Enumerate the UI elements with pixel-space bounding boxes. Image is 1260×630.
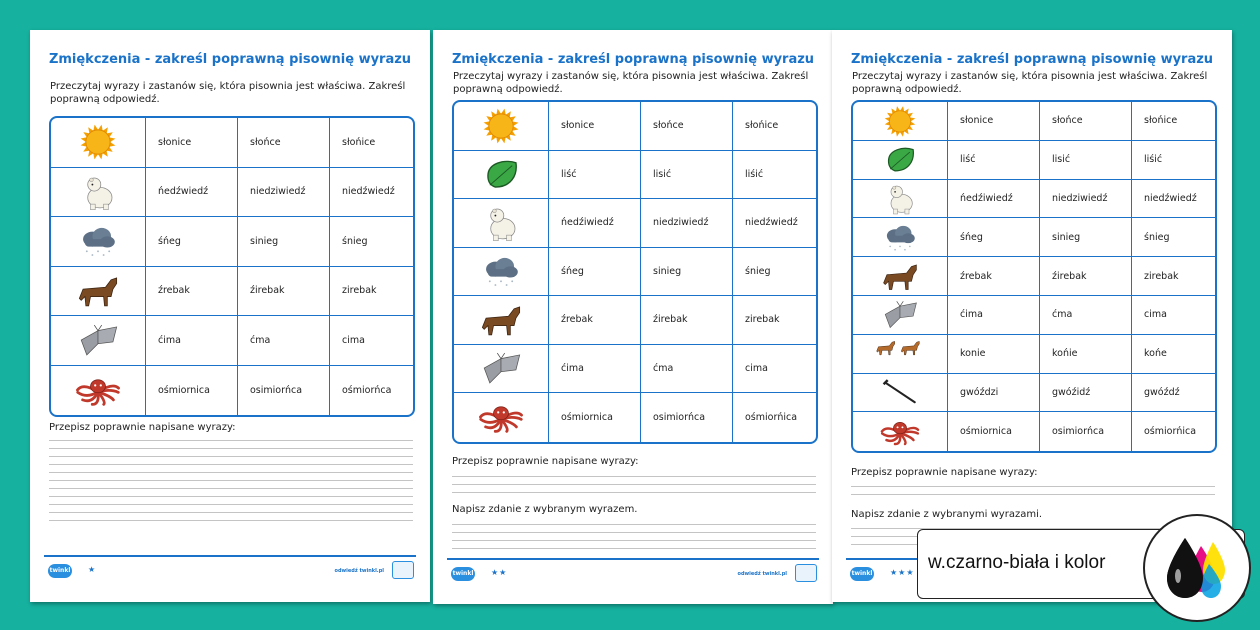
spelling-option[interactable]: gwóździ	[948, 374, 1040, 413]
difficulty-stars: ★	[88, 565, 97, 574]
spelling-option[interactable]: śńeg	[948, 218, 1040, 257]
writing-line[interactable]	[49, 512, 413, 513]
spelling-option[interactable]: słońce	[1040, 102, 1132, 141]
writing-line[interactable]	[49, 448, 413, 449]
horse-icon	[51, 267, 146, 317]
table-row	[853, 296, 1215, 335]
spelling-option[interactable]: śńeg	[549, 248, 641, 297]
difficulty-stars: ★★★	[890, 568, 915, 577]
spelling-option[interactable]: źrebak	[146, 267, 238, 317]
snow-cloud-icon	[51, 217, 146, 267]
moth-icon	[51, 316, 146, 366]
twinkl-logo: twinkl	[48, 564, 72, 578]
worksheet-title: Zmiękczenia - zakreśl poprawną pisownię wyrazu	[451, 52, 815, 67]
moth-icon	[853, 296, 948, 335]
spelling-option[interactable]: końe	[1132, 335, 1215, 374]
spelling-option[interactable]: lisić	[1040, 141, 1132, 180]
sun-icon	[454, 102, 549, 151]
spelling-option[interactable]: słońce	[641, 102, 733, 151]
polar-bear-icon	[454, 199, 549, 248]
spelling-option[interactable]: ośmiorńica	[1144, 426, 1197, 438]
writing-line[interactable]	[49, 472, 413, 473]
spelling-option[interactable]: ośmiornica	[146, 366, 238, 416]
polar-bear-icon	[51, 168, 146, 218]
site-link[interactable]: odwiedź twinkl.pl	[334, 568, 384, 574]
spelling-option[interactable]: śnieg	[733, 248, 816, 297]
spelling-option[interactable]: słonice	[146, 118, 238, 168]
spelling-option[interactable]: ćma	[641, 345, 733, 394]
spelling-option[interactable]: słońice	[1132, 102, 1215, 141]
spelling-option[interactable]: końie	[1040, 335, 1132, 374]
spelling-option[interactable]: osimiorńca	[238, 366, 330, 416]
table-row	[454, 296, 816, 345]
moth-icon	[454, 345, 549, 394]
table-row	[51, 168, 413, 218]
worksheet-title: Zmiękczenia - zakreśl poprawną pisownię wyrazu	[850, 52, 1214, 67]
writing-line[interactable]	[851, 494, 1215, 495]
spelling-option[interactable]: niedziwiedź	[641, 199, 733, 248]
writing-line[interactable]	[49, 496, 413, 497]
spelling-table	[452, 100, 818, 444]
spelling-option[interactable]: źirebak	[238, 267, 330, 317]
table-row	[51, 316, 413, 366]
writing-line[interactable]	[49, 488, 413, 489]
spelling-option[interactable]: słońce	[238, 118, 330, 168]
twinkl-logo: twinkl	[451, 567, 475, 581]
copy-words-prompt: Przepisz poprawnie napisane wyrazy:	[452, 456, 639, 467]
spelling-option[interactable]: źirebak	[641, 296, 733, 345]
footer-divider	[44, 555, 416, 557]
spelling-option[interactable]: liść	[549, 151, 641, 200]
ink-drops-icon	[1143, 514, 1251, 622]
spelling-option[interactable]: słonice	[948, 102, 1040, 141]
footer-divider	[447, 558, 819, 560]
writing-line[interactable]	[452, 532, 816, 533]
writing-line[interactable]	[49, 504, 413, 505]
spelling-option[interactable]: konie	[948, 335, 1040, 374]
spelling-option[interactable]: zirebak	[733, 296, 816, 345]
horse-icon	[853, 257, 948, 296]
spelling-option[interactable]: słońice	[330, 118, 413, 168]
spelling-option[interactable]: ńedźiwiedź	[948, 180, 1040, 219]
worksheet-instructions: Przeczytaj wyrazy i zastanów się, która pisownia jest właściwa. Zakreśl poprawną odpowiedź.	[50, 81, 406, 105]
table-row	[454, 199, 816, 248]
spelling-option[interactable]: niedziwiedź	[1040, 180, 1132, 219]
spelling-option[interactable]: gwóźdź	[1132, 374, 1215, 413]
spelling-option[interactable]: źirebak	[1040, 257, 1132, 296]
worksheet-instructions: Przeczytaj wyrazy i zastanów się, która pisownia jest właściwa. Zakreśl poprawną odpowiedź.	[453, 71, 809, 95]
table-row	[51, 118, 413, 168]
spelling-option[interactable]: słonice	[549, 102, 641, 151]
spelling-option[interactable]: cima	[733, 345, 816, 394]
spelling-option[interactable]: ośmiornica	[549, 393, 641, 442]
table-row	[853, 218, 1215, 257]
spelling-option[interactable]: cima	[330, 316, 413, 366]
spelling-option[interactable]: śnieg	[330, 217, 413, 267]
writing-line[interactable]	[452, 540, 816, 541]
table-row	[853, 374, 1215, 413]
spelling-option[interactable]: liśić	[733, 151, 816, 200]
spelling-option[interactable]: liśić	[1132, 141, 1215, 180]
spelling-option[interactable]: ćima	[146, 316, 238, 366]
copy-words-prompt: Przepisz poprawnie napisane wyrazy:	[49, 422, 236, 433]
spelling-option[interactable]: gwóźidź	[1040, 374, 1132, 413]
writing-line[interactable]	[49, 440, 413, 441]
sentence-prompt: Napisz zdanie z wybranym wyrazem.	[452, 504, 638, 515]
polar-bear-icon	[853, 180, 948, 219]
spelling-option[interactable]: źrebak	[549, 296, 641, 345]
table-row	[853, 141, 1215, 180]
octopus-icon	[51, 366, 146, 416]
spelling-option[interactable]: niedźwiedź	[1132, 180, 1215, 219]
spelling-option[interactable]: cima	[1132, 296, 1215, 335]
difficulty-stars: ★★	[491, 568, 508, 577]
sentence-prompt: Napisz zdanie z wybranymi wyrazami.	[851, 509, 1043, 520]
spelling-option[interactable]: ćima	[948, 296, 1040, 335]
writing-line[interactable]	[452, 548, 816, 549]
octopus-icon	[454, 393, 549, 442]
spelling-option[interactable]: niedźwiedź	[330, 168, 413, 218]
writing-line[interactable]	[49, 464, 413, 465]
spelling-option[interactable]: ośmiornica	[948, 412, 1040, 451]
spelling-option[interactable]: niedźwiedź	[733, 199, 816, 248]
table-row	[454, 102, 816, 151]
table-row	[454, 393, 816, 442]
writing-line[interactable]	[452, 524, 816, 525]
table-row	[51, 217, 413, 267]
spelling-option[interactable]: liść	[948, 141, 1040, 180]
spelling-option[interactable]: zirebak	[1132, 257, 1215, 296]
table-row	[853, 412, 1215, 451]
spelling-option[interactable]: osimiorńca	[1040, 412, 1132, 451]
worksheet-instructions: Przeczytaj wyrazy i zastanów się, która pisownia jest właściwa. Zakreśl poprawną odpowiedź.	[852, 71, 1208, 95]
spelling-option[interactable]: śnieg	[1132, 218, 1215, 257]
octopus-icon	[853, 412, 948, 451]
spelling-option[interactable]: niedziwiedź	[238, 168, 330, 218]
spelling-option[interactable]: ńedźiwiedź	[549, 199, 641, 248]
table-row	[853, 335, 1215, 374]
sun-icon	[51, 118, 146, 168]
spelling-option[interactable]: ćma	[1040, 296, 1132, 335]
table-row	[454, 248, 816, 297]
table-row	[51, 366, 413, 416]
table-row	[853, 257, 1215, 296]
writing-line[interactable]	[49, 480, 413, 481]
worksheet-2	[433, 30, 833, 604]
worksheet-title: Zmiękczenia - zakreśl poprawną pisownię wyrazu	[48, 52, 412, 67]
quality-badge-icon	[392, 561, 414, 579]
writing-line[interactable]	[452, 476, 816, 477]
snow-cloud-icon	[454, 248, 549, 297]
leaf-icon	[853, 141, 948, 180]
leaf-icon	[454, 151, 549, 200]
spelling-option[interactable]: sinieg	[1040, 218, 1132, 257]
snow-cloud-icon	[853, 218, 948, 257]
spelling-table	[851, 100, 1217, 453]
writing-line[interactable]	[452, 484, 816, 485]
spelling-option[interactable]: ośmiorńca	[342, 384, 392, 396]
spelling-table	[49, 116, 415, 417]
site-link[interactable]: odwiedź twinkl.pl	[737, 571, 787, 577]
spelling-option[interactable]: śńeg	[146, 217, 238, 267]
spelling-option[interactable]: ćima	[549, 345, 641, 394]
spelling-option[interactable]: sinieg	[238, 217, 330, 267]
table-row	[853, 102, 1215, 141]
sun-icon	[853, 102, 948, 141]
spelling-option[interactable]: ośmiorńica	[745, 411, 798, 423]
quality-badge-icon	[795, 564, 817, 582]
spelling-option[interactable]: sinieg	[641, 248, 733, 297]
print-options-label: w.czarno-biała i kolor	[928, 552, 1106, 573]
spelling-option[interactable]: zirebak	[330, 267, 413, 317]
spelling-option[interactable]: słońice	[733, 102, 816, 151]
table-row	[853, 180, 1215, 219]
spelling-option[interactable]: lisić	[641, 151, 733, 200]
spelling-option[interactable]: źrebak	[948, 257, 1040, 296]
horse-icon	[454, 296, 549, 345]
twinkl-logo: twinkl	[850, 567, 874, 581]
worksheet-1	[30, 30, 430, 602]
spelling-option[interactable]: ńedźwiedź	[146, 168, 238, 218]
nail-icon	[853, 374, 948, 413]
spelling-option[interactable]: ćma	[238, 316, 330, 366]
spelling-option[interactable]: osimiorńca	[641, 393, 733, 442]
writing-line[interactable]	[851, 486, 1215, 487]
writing-line[interactable]	[49, 456, 413, 457]
writing-line[interactable]	[49, 520, 413, 521]
table-row	[454, 345, 816, 394]
writing-line[interactable]	[452, 492, 816, 493]
copy-words-prompt: Przepisz poprawnie napisane wyrazy:	[851, 467, 1038, 478]
table-row	[51, 267, 413, 317]
horses-icon	[853, 335, 948, 374]
table-row	[454, 151, 816, 200]
